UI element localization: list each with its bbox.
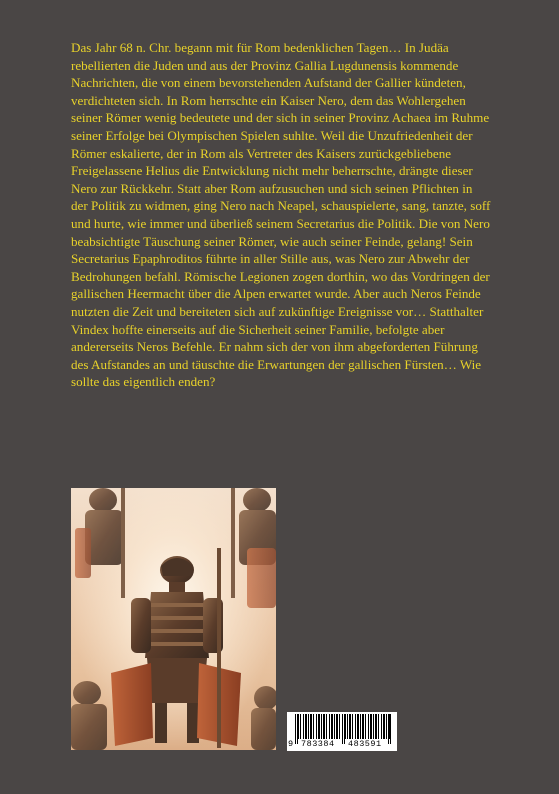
barcode-guard-left-2	[297, 714, 298, 744]
soldier-top-right	[231, 488, 276, 608]
soldier-center	[111, 548, 241, 748]
soldier-top-left	[75, 488, 125, 598]
barcode-prefix: 9	[288, 739, 294, 749]
barcode-guard-right	[388, 714, 389, 744]
legionary-figures	[71, 488, 276, 750]
soldier-bottom-right	[251, 686, 276, 750]
barcode-guard-center	[342, 714, 343, 744]
soldier-bottom-left	[71, 681, 107, 750]
barcode-guard-center-2	[344, 714, 345, 744]
roman-legionary-image	[71, 488, 276, 750]
barcode-bars	[295, 714, 391, 739]
barcode-guard-right-2	[390, 714, 391, 744]
barcode-group-1: 783384	[301, 739, 335, 749]
back-cover-blurb: Das Jahr 68 n. Chr. begann mit für Rom bedenklichen Tagen… In Judäa rebellierten die Juden und aus der Provinz Gallia Lugdunensis kommende Nachrichten, die von einem bevorstehenden Aufstand der Gallier kündeten, verdichteten sich. In Rom herrschte ein Kaiser Nero, dem das Wohlergehen seiner Römer wenig bedeutete und der sich in seiner Provinz Achaea im Ruhme seiner Erfolge bei Olympischen Spielen suhlte. Weil die Unzufriedenheit der Römer eskalierte, der in Rom als Vertreter des Kaisers zurückgebliebene Freigelassene Helius die Entwicklung nicht mehr beherrschte, drängte dieser Nero zur Rückkehr. Statt aber Rom aufzusuchen und sich seinen Pflichten in der Politik zu widmen, ging Nero nach Neapel, schauspielerte, sang, tanzte, soff und hurte, wie immer und überließ seinem Secretarius die Politik. Die von Nero beabsichtigte Täuschung seiner Römer, wie auch seiner Feinde, gelang! Sein Secretarius Epaphroditos führte in aller Stille aus, was Nero zur Abwehr der Bedrohungen befahl. Römische Legionen zogen dorthin, wo das Vordringen der gallischen Heermacht über die Alpen erwartet wurde. Aber auch Neros Feinde nutzten die Zeit und bereiteten sich auf zukünftige Ereignisse vor… Statthalter Vindex hoffte einerseits auf die Sicherheit seiner Familie, befolgte aber andererseits Neros Befehle. Er nahm sich der von ihm abgeforderten Führung des Aufstandes an und täuschte die Erwartungen der gallischen Fürsten… Wie sollte das eigentlich enden?	[71, 40, 491, 390]
isbn-barcode	[287, 712, 397, 751]
barcode-group-2: 483591	[348, 739, 382, 749]
barcode-guard-left	[295, 714, 296, 744]
